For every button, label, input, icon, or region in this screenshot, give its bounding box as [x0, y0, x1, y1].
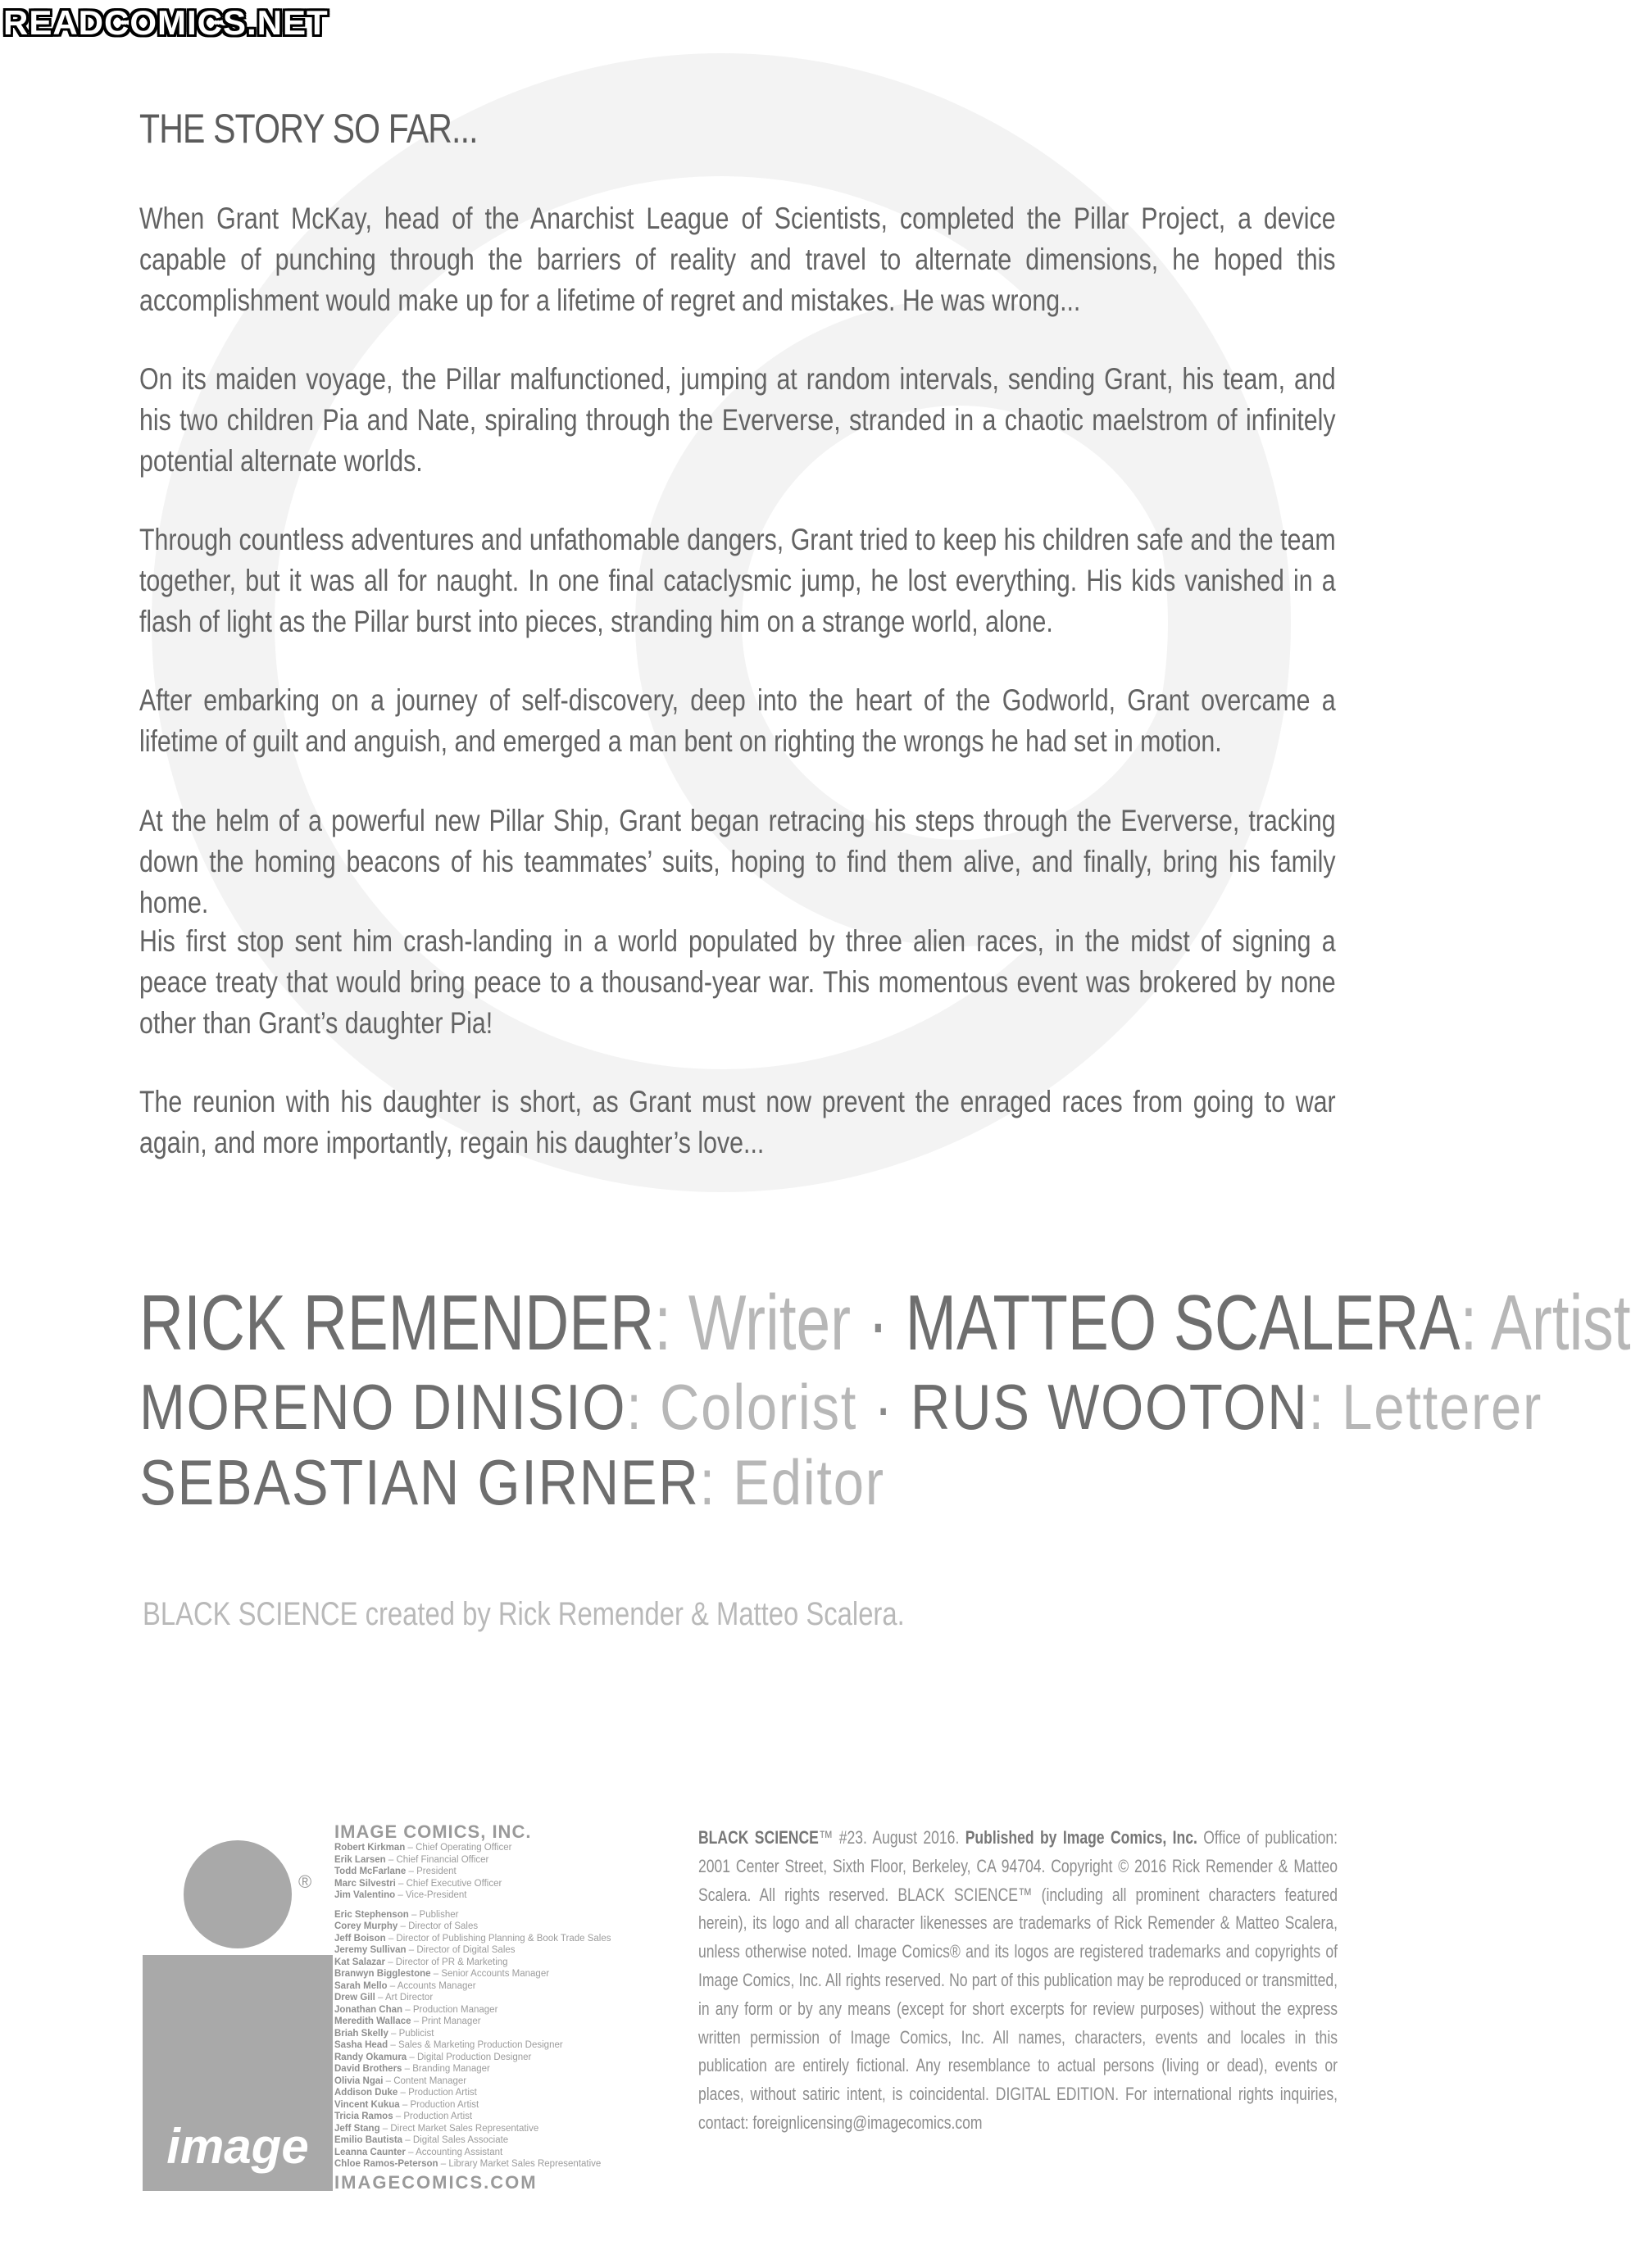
staff-title: – Publicist: [388, 2028, 434, 2039]
credits-line-colorist-letterer: [139, 1370, 1542, 1445]
site-logo[interactable]: READCOMICS.NET: [3, 3, 329, 42]
staff-name: Vincent Kukua: [334, 2099, 400, 2110]
staff-title: – Digital Production Designer: [407, 2052, 532, 2062]
story-paragraph-2: On its maiden voyage, the Pillar malfunctioned, jumping at random intervals, sending Grant, his team, and his two children Pia and Nate, spiraling through the Eververse, stranded in a chaotic maelstrom of infinitely potential alternate worlds.: [139, 362, 1336, 478]
staff-title: – President: [406, 1867, 457, 1876]
staff-name: Branwyn Bigglestone: [334, 1969, 431, 1979]
colorist-name: MORENO DINISIO: [139, 1371, 627, 1443]
staff-title: – Director of Sales: [398, 1921, 479, 1931]
staff-row: [334, 1878, 720, 1890]
staff-name: Kat Salazar: [334, 1957, 386, 1967]
legal-body: Office of publication: 2001 Center Street, Sixth Floor, Berkeley, CA 94704. Copyright © 2016 Rick Remender & Matteo Scalera. All rights reserved. BLACK SCIENCE™ (including all prominent characters featured herein), its logo and all character likenesses are trademarks of Rick Remender & Matteo Scalera, unless otherwise noted. Image Comics® and its logos are registered trademarks and copyrights of Image Comics, Inc. All rights reserved. No part of this publication may be reproduced or transmitted, in any form or by any means (except for short excerpts for review purposes) without the express written permission of Image Comics, Inc. All names, characters, events and locales in this publication are entirely fictional. Any resemblance to actual persons (living or dead), events or places, without satiric intent, is coincidental. DIGITAL EDITION. For international rights inquiries, contact: foreignlicensing@imagecomics.com: [698, 1827, 1338, 2133]
staff-row: [334, 1921, 720, 1933]
staff-row: [334, 1854, 720, 1867]
staff-name: Corey Murphy: [334, 1921, 398, 1931]
staff-title: – Chief Executive Officer: [395, 1878, 502, 1889]
staff-title: – Print Manager: [411, 2016, 481, 2026]
story-paragraph-6: His first stop sent him crash-landing in a world populated by three alien races, in the midst of signing a peace treaty that would bring peace to a thousand-year war. This momentous event was brokered by none other than Grant’s daughter Pia!: [139, 924, 1336, 1040]
staff-row: [334, 2039, 720, 2052]
staff-row: [334, 1909, 720, 1921]
story-paragraph-4: After embarking on a journey of self-discovery, deep into the heart of the Godworld, Grant overcame a lifetime of guilt and anguish, and emerged a man bent on righting the wrongs he had set in motion.: [139, 683, 1336, 758]
staff-group-staff: [334, 1909, 720, 2170]
image-logo-text: image: [166, 2119, 309, 2174]
staff-name: Erik Larsen: [334, 1854, 386, 1865]
created-by: BLACK SCIENCE created by Rick Remender & Matteo Scalera.: [143, 1596, 905, 1632]
staff-name: Tricia Ramos: [334, 2112, 393, 2121]
staff-row: [334, 2028, 720, 2040]
editor-name: SEBASTIAN GIRNER: [139, 1446, 700, 1518]
staff-name: Robert Kirkman: [334, 1843, 406, 1853]
staff-row: [334, 2147, 720, 2159]
credits-line-writer-artist: [139, 1278, 1630, 1368]
staff-title: – Branding Manager: [402, 2064, 490, 2074]
staff-name: Meredith Wallace: [334, 2016, 411, 2026]
staff-name: Randy Okamura: [334, 2052, 407, 2062]
staff-title: – Art Director: [375, 1993, 434, 2003]
staff-title: – Chief Financial Officer: [385, 1854, 489, 1865]
staff-name: Jonathan Chan: [334, 2004, 403, 2015]
staff-title: – Director of Digital Sales: [406, 1945, 516, 1955]
staff-row: [334, 2016, 720, 2028]
issue-info: #23. August 2016.: [833, 1827, 965, 1848]
staff-name: Emilio Bautista: [334, 2135, 403, 2145]
trademark-mark: ™: [818, 1827, 834, 1848]
staff-name: Drew Gill: [334, 1993, 375, 2003]
staff-name: Briah Skelly: [334, 2028, 388, 2039]
staff-list: [334, 1822, 720, 2193]
letterer-name: RUS WOOTON: [910, 1371, 1309, 1443]
staff-name: Jeff Boison: [334, 1933, 386, 1944]
staff-name: David Brothers: [334, 2064, 402, 2074]
staff-title: – Director of Publishing Planning & Book Trade Sales: [385, 1933, 611, 1944]
staff-row: [334, 2134, 720, 2147]
staff-row: [334, 1957, 720, 1969]
credits-line-editor: [139, 1445, 885, 1520]
staff-title: – Content Manager: [383, 2075, 467, 2086]
editor-role: : Editor: [699, 1446, 885, 1518]
legal-title: BLACK SCIENCE: [698, 1827, 819, 1848]
staff-name: Sasha Head: [334, 2040, 388, 2050]
writer-role: : Writer: [654, 1279, 852, 1367]
story-paragraph-3: Through countless adventures and unfathomable dangers, Grant tried to keep his children safe and the team together, but it was all for naught. In one final cataclysmic jump, he lost everything. His kids vanished in a flash of light as the Pillar burst into pieces, stranding him on a strange world, alone.: [139, 523, 1336, 638]
staff-row: [334, 2063, 720, 2075]
staff-row: [334, 2052, 720, 2064]
story-paragraph-5: At the helm of a powerful new Pillar Ship, Grant began retracing his steps through the Eververse, tracking down the homing beacons of his teammates’ suits, hoping to find them alive, and finally, bring his family home.: [139, 804, 1336, 919]
staff-group-executives: [334, 1842, 720, 1902]
staff-name: Todd McFarlane: [334, 1867, 407, 1876]
staff-row: [334, 1933, 720, 1945]
staff-title: – Director of PR & Marketing: [385, 1957, 508, 1967]
staff-name: Leanna Caunter: [334, 2147, 406, 2157]
staff-row: [334, 2123, 720, 2135]
staff-row: [334, 2158, 720, 2170]
legal-text: [698, 1824, 1338, 2138]
staff-title: – Production Manager: [402, 2004, 498, 2015]
staff-name: Olivia Ngai: [334, 2075, 384, 2086]
staff-row: [334, 2087, 720, 2099]
staff-row: [334, 2075, 720, 2088]
staff-name: Chloe Ramos-Peterson: [334, 2159, 438, 2169]
staff-title: – Accounts Manager: [387, 1980, 476, 1991]
registered-mark: ®: [298, 1871, 312, 1892]
staff-title: – Senior Accounts Manager: [430, 1969, 550, 1979]
staff-name: Marc Silvestri: [334, 1878, 396, 1889]
colorist-role: : Colorist: [626, 1371, 858, 1443]
artist-role: : Artist: [1460, 1279, 1631, 1367]
staff-name: Jim Valentino: [334, 1890, 396, 1900]
credit-separator: ·: [857, 1371, 911, 1443]
staff-row: [334, 2099, 720, 2112]
staff-row: [334, 2111, 720, 2123]
staff-row: [334, 1889, 720, 1902]
staff-name: Sarah Mello: [334, 1980, 388, 1991]
staff-row: [334, 1992, 720, 2004]
company-name: IMAGE COMICS, INC.: [334, 1821, 532, 1842]
staff-title: – Digital Sales Associate: [402, 2135, 509, 2145]
website-link[interactable]: IMAGECOMICS.COM: [334, 2171, 538, 2193]
staff-name: Jeff Stang: [334, 2123, 380, 2134]
story-paragraph-7: The reunion with his daughter is short, as Grant must now prevent the enraged races from going to war again, and more importantly, regain his daughter’s love...: [139, 1085, 1336, 1159]
staff-row: [334, 1980, 720, 1993]
staff-title: – Vice-President: [395, 1890, 467, 1900]
staff-title: – Chief Operating Officer: [405, 1843, 512, 1853]
staff-title: – Direct Market Sales Representative: [379, 2123, 539, 2134]
story-title: THE STORY SO FAR...: [139, 106, 478, 152]
published-by: Published by Image Comics, Inc.: [965, 1827, 1197, 1848]
staff-name: Eric Stephenson: [334, 1909, 409, 1920]
artist-name: MATTEO SCALERA: [905, 1279, 1461, 1367]
staff-title: – Production Artist: [393, 2112, 473, 2121]
staff-row: [334, 1842, 720, 1854]
staff-title: – Library Market Sales Representative: [438, 2159, 602, 2169]
staff-row: [334, 1866, 720, 1878]
staff-title: – Accounting Assistant: [405, 2147, 503, 2157]
letterer-role: : Letterer: [1308, 1371, 1543, 1443]
writer-name: RICK REMENDER: [139, 1279, 655, 1367]
staff-title: – Production Artist: [398, 2088, 477, 2098]
staff-title: – Publisher: [408, 1909, 459, 1920]
story-paragraph-1: When Grant McKay, head of the Anarchist League of Scientists, completed the Pillar Project, a device capable of punching through the barriers of reality and travel to alternate dimensions, he hoped this accomplishment would make up for a lifetime of regret and mistakes. He was wrong...: [139, 202, 1336, 317]
staff-name: Jeremy Sullivan: [334, 1945, 407, 1955]
staff-row: [334, 2004, 720, 2016]
staff-row: [334, 1968, 720, 1980]
credit-separator: ·: [851, 1279, 906, 1367]
staff-name: Addison Duke: [334, 2088, 398, 2098]
staff-row: [334, 1944, 720, 1957]
staff-title: – Sales & Marketing Production Designer: [388, 2040, 563, 2050]
staff-title: – Production Artist: [399, 2099, 479, 2110]
